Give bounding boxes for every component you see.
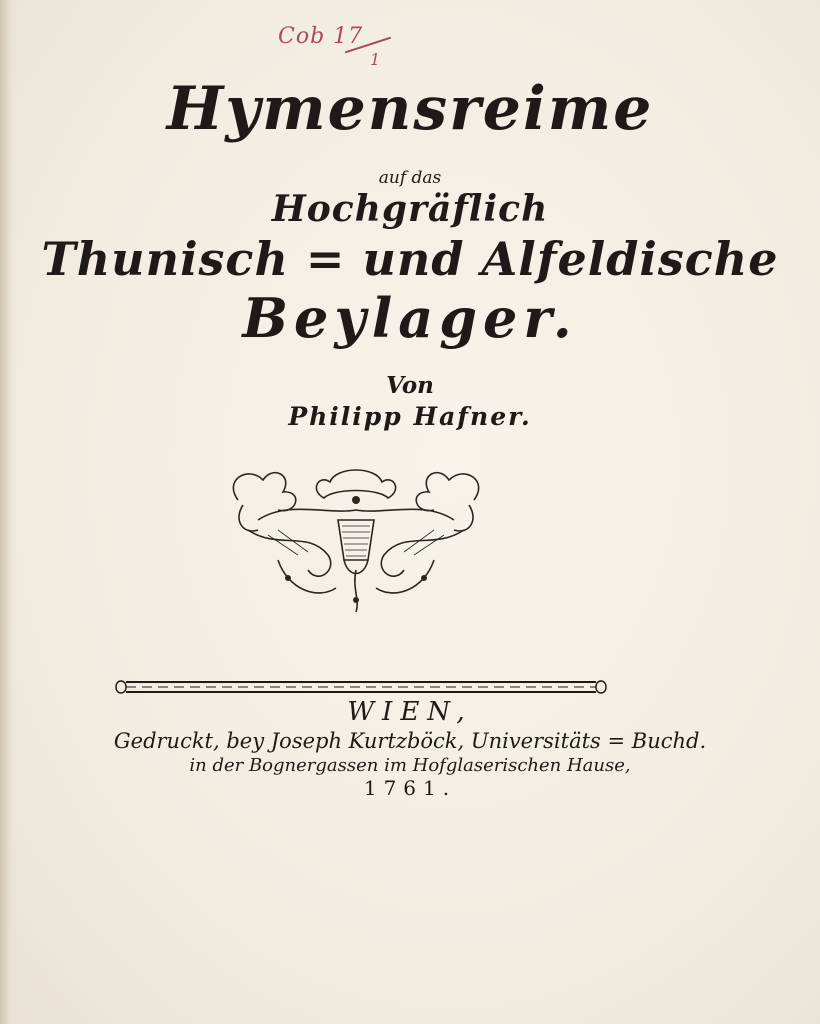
title-main: Hymensreime [166, 74, 654, 144]
book-gutter [0, 0, 14, 1024]
title-line-beylager: Beylager. [242, 286, 578, 350]
title-line-families: Thunisch = und Alfeldische [41, 232, 779, 286]
handwritten-shelfmark [278, 22, 408, 74]
author-name: Philipp Hafner. [288, 402, 532, 431]
imprint-city: WIEN, [347, 697, 473, 727]
imprint-printer: Gedruckt, bey Joseph Kurtzböck, Universitäts = Buchd. [113, 729, 707, 753]
imprint-address: in der Bognergassen im Hofglaserischen Hause, [189, 755, 631, 776]
shelfmark-subnumber: 1 [370, 50, 382, 69]
imprint-year: 1761. [363, 776, 457, 800]
byline-prefix: Von [386, 372, 434, 399]
rococo-vignette-ornament [218, 460, 494, 620]
shelfmark-number: Cob 17 [278, 24, 364, 49]
title-line-hochgraeflich: Hochgräflich [271, 188, 549, 230]
title-connector: auf das [378, 168, 442, 188]
decorative-divider-rule [112, 676, 610, 698]
